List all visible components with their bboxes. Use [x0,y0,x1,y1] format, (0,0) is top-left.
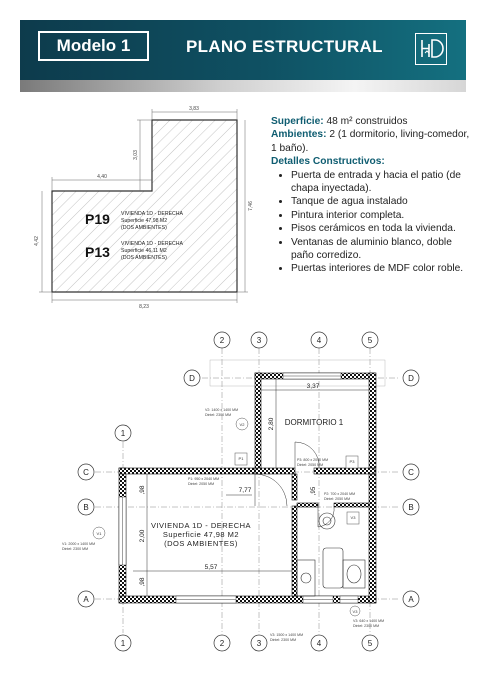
dim-step: 4,40 [97,174,107,180]
grid-col-5-top: 5 [367,336,373,345]
note-v3-dintel: Dintel: 2300 MM [270,638,297,642]
note-p1-dintel: Dintel: 2050 MM [188,482,215,486]
lot-code-b: P13 [85,244,110,260]
grid-row-d-right: D [408,374,414,383]
grid-col-4-top: 4 [316,336,322,345]
site-plan [20,100,270,315]
grid-row-c-left: C [83,468,89,477]
list-item: • Puertas interiores de MDF color roble. [291,262,471,275]
note-p2-dintel: Dintel: 2050 MM [324,497,351,501]
detalles-list [271,169,471,276]
lot-b-line3: (DOS AMBIENTES) [121,255,167,261]
tag-v1: V1 [96,531,102,536]
floor-plan [0,320,486,687]
hd-house-logo-icon [415,33,447,65]
room-bedroom-label: DORMITORIO 1 [284,418,344,427]
dim-bottom: 8,23 [139,304,149,310]
grid-col-2-bottom: 2 [219,639,225,648]
dim-left-upper: ,98 [139,485,146,495]
grid-row-c-right: C [408,468,414,477]
silver-band [20,80,466,92]
dim-notch: 3,03 [133,150,139,160]
list-item: • Puerta de entrada y hacia el patio (de chapa inyectada). [291,169,471,196]
lot-b-line1: VIVIENDA 1D - DERECHA [121,241,183,247]
dim-top: 3,83 [189,106,199,112]
list-item: • Ventanas de aluminio blanco, doble paño corredizo. [291,236,471,263]
dim-left: 4,42 [34,236,40,246]
grid-col-1-top: 1 [120,429,126,438]
note-p3-dintel: Dintel: 2050 MM [297,463,324,467]
page-title: PLANO ESTRUCTURAL [186,37,383,56]
dim-corridor: 7,77 [238,487,252,494]
tag-v3-lower: V3 [352,609,358,614]
note-p3: P3: 800 x 2040 MM [297,458,329,462]
grid-col-4-bottom: 4 [316,639,322,648]
dim-bath: ,95 [311,486,317,496]
living-line2: Superficie 47,98 M2 [162,530,240,539]
living-line3: (DOS AMBIENTES) [164,539,238,548]
living-line1: VIVIENDA 1D - DERECHA [150,521,252,530]
ambientes-row [271,128,471,155]
lot-code-a: P19 [85,211,110,227]
dim-bedroom-height: 2,80 [268,417,275,431]
note-v3: V3: 1500 x 1400 MM [270,633,304,637]
note-p2: P2: 700 x 2040 MM [324,492,356,496]
header-banner [20,20,466,80]
ambientes-label: Ambientes: [271,129,327,141]
grid-col-1-bottom: 1 [120,639,126,648]
info-panel [271,115,471,276]
grid-col-3-bottom: 3 [256,639,262,648]
lot-a-line2: Superficie 47,98 M2 [121,218,168,224]
grid-col-3-top: 3 [256,336,262,345]
grid-row-a-right: A [408,595,414,604]
lot-a-line3: (DOS AMBIENTES) [121,225,167,231]
note-v1-dintel: Dintel: 2300 MM [62,547,89,551]
ambientes-value: 2 (1 dormitorio, living-comedor, 1 baño). [271,129,470,154]
note-v2: V2: 1400 x 1400 MM [205,408,239,412]
note-v3b: V3: 640 x 1400 MM [353,619,385,623]
dim-right: 7,46 [248,201,254,211]
note-v3b-dintel: Dintel: 2300 MM [353,624,380,628]
superficie-value: 48 m² construidos [326,116,408,127]
dim-left-lower: ,98 [139,577,146,587]
grid-row-b-left: B [83,503,89,512]
superficie-label: Superficie: [271,116,324,127]
list-item: • Pisos cerámicos en toda la vivienda. [291,222,471,235]
grid-row-d-left: D [189,374,195,383]
tag-p1: P1 [238,456,244,461]
list-item: • Tanque de agua instalado [291,195,471,208]
grid-row-b-right: B [408,503,414,512]
list-item: • Pintura interior completa. [291,209,471,222]
tag-v3: V3 [350,515,356,520]
tag-p3: P3 [349,459,355,464]
lot-a-line1: VIVIENDA 1D - DERECHA [121,211,183,217]
dim-living-height: 2,00 [139,529,146,543]
lot-b-line2: Superficie 46,11 M2 [121,248,167,254]
note-v2-dintel: Dintel: 2300 MM [205,413,232,417]
detalles-label: Detalles Constructivos: [271,156,385,168]
note-v1: V1: 2000 x 1400 MM [62,542,96,546]
grid-col-5-bottom: 5 [367,639,373,648]
superficie-row [271,115,471,128]
dim-bedroom-width: 3,37 [306,383,320,390]
tag-v2: V2 [239,422,245,427]
note-p1: P1: 950 x 2040 MM [188,477,220,481]
grid-col-2-top: 2 [219,336,225,345]
grid-row-a-left: A [83,595,89,604]
dim-living-width: 5,57 [204,564,218,571]
model-label: Modelo 1 [38,31,149,61]
